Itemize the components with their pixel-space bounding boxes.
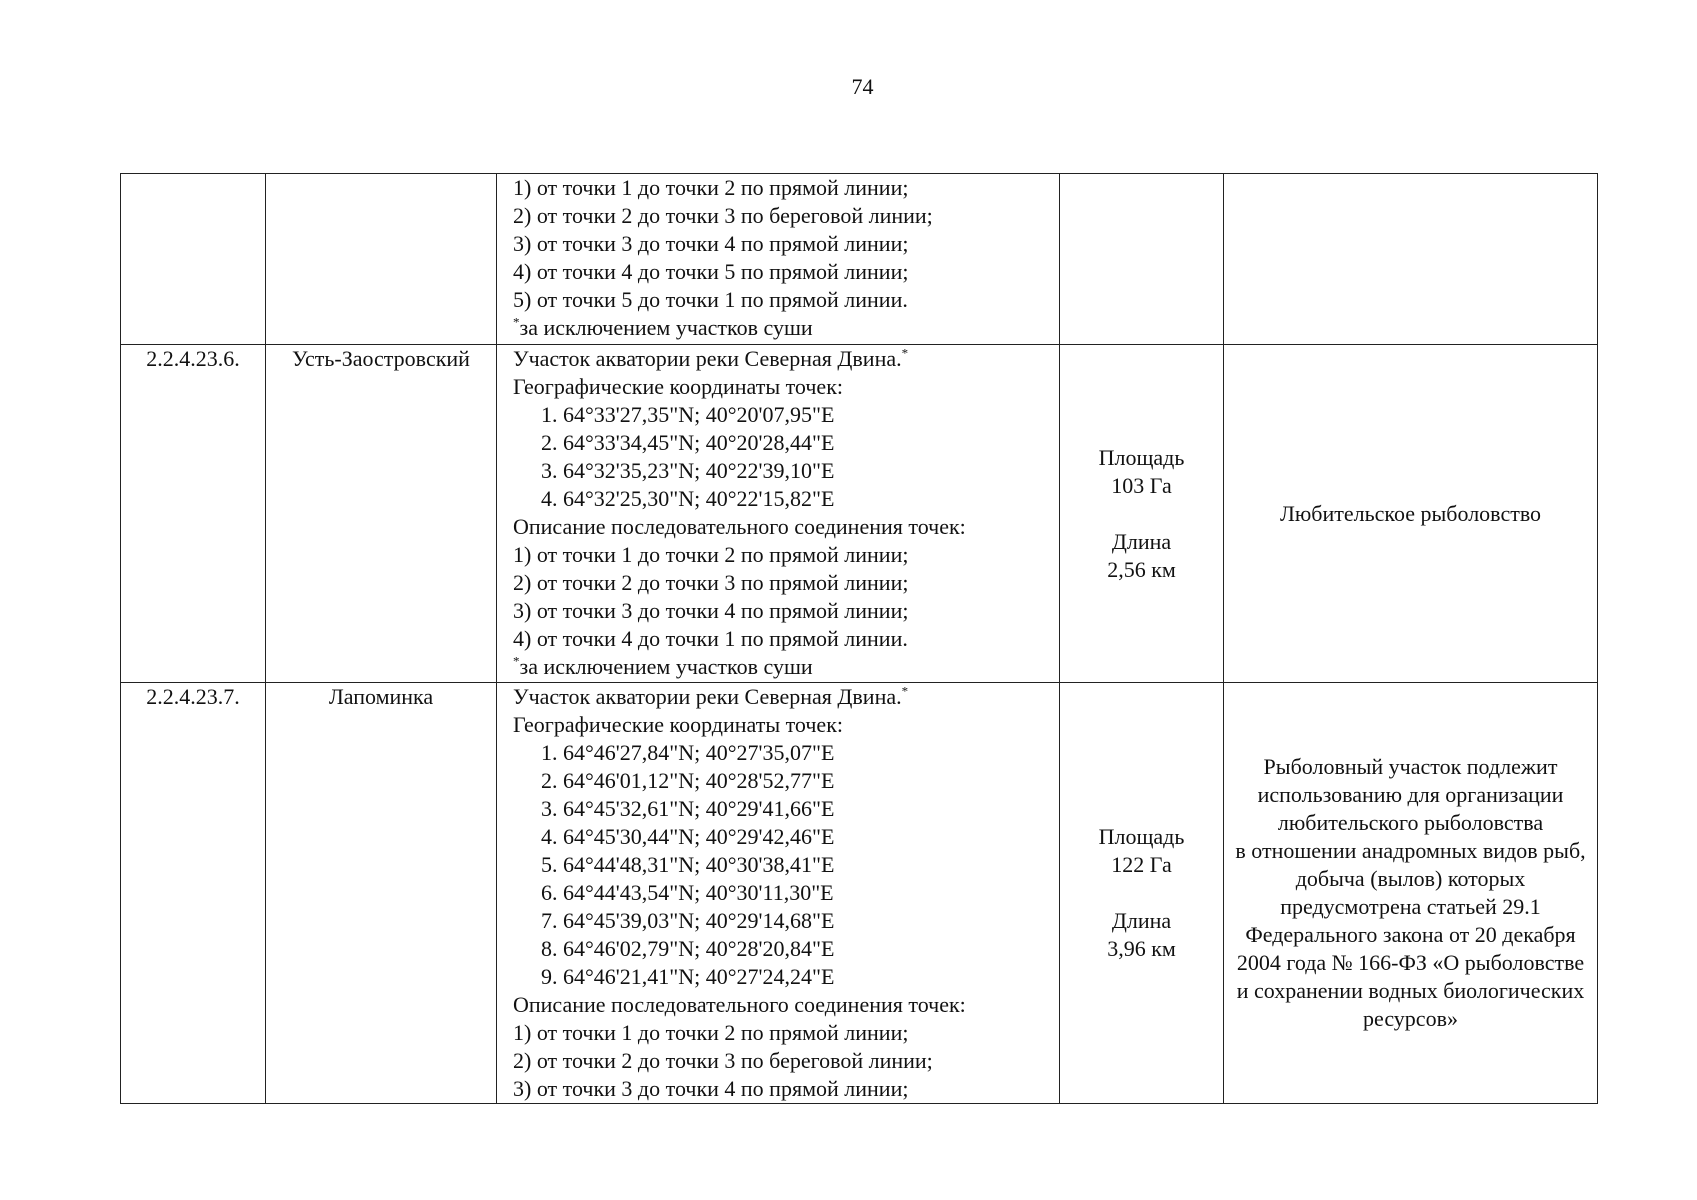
size-cell bbox=[1060, 174, 1224, 345]
footnote: *за исключением участков суши bbox=[513, 653, 813, 679]
usage-line: 2004 года № 166-ФЗ «О рыболовстве bbox=[1236, 950, 1585, 975]
connection-line: 4) от точки 4 до точки 1 по прямой линии. bbox=[513, 626, 908, 651]
usage-line: Рыболовный участок подлежит bbox=[1263, 754, 1558, 779]
coordinates-header: Географические координаты точек: bbox=[513, 374, 843, 399]
area-description-cell bbox=[497, 345, 1060, 683]
coordinate-point: 2. 64°46'01,12"N; 40°28'52,77"E bbox=[541, 768, 835, 793]
connections-header: Описание последовательного соединения точек: bbox=[513, 514, 966, 539]
length-value: 3,96 км bbox=[1107, 936, 1176, 961]
area-title: Участок акватории реки Северная Двина.* bbox=[513, 683, 909, 709]
usage-text: Любительское рыболовство bbox=[1279, 500, 1542, 526]
connection-line: 4) от точки 4 до точки 5 по прямой линии; bbox=[513, 259, 909, 284]
usage-line: предусмотрена статьей 29.1 bbox=[1280, 894, 1541, 919]
coordinate-point: 9. 64°46'21,41"N; 40°27'24,24"E bbox=[541, 964, 835, 989]
connection-line: 5) от точки 5 до точки 1 по прямой линии. bbox=[513, 287, 908, 312]
connections-header: Описание последовательного соединения точек: bbox=[513, 992, 966, 1017]
area-name-cell: Лапоминка bbox=[266, 683, 497, 1104]
coordinate-point: 1. 64°46'27,84"N; 40°27'35,07"E bbox=[541, 740, 835, 765]
usage-line: ресурсов» bbox=[1363, 1006, 1458, 1031]
usage-line: добыча (вылов) которых bbox=[1295, 866, 1526, 891]
footnote-mark: * bbox=[513, 653, 520, 669]
connection-line: 2) от точки 2 до точки 3 по береговой линии; bbox=[513, 203, 933, 228]
size-cell bbox=[1060, 683, 1224, 1104]
area-name-cell bbox=[266, 174, 497, 345]
table-row bbox=[121, 683, 1598, 1104]
connection-line: 1) от точки 1 до точки 2 по прямой линии; bbox=[513, 1020, 909, 1045]
connection-line: 2) от точки 2 до точки 3 по береговой линии; bbox=[513, 1048, 933, 1073]
connection-line: 1) от точки 1 до точки 2 по прямой линии; bbox=[513, 175, 909, 200]
footnote-mark: * bbox=[901, 345, 909, 361]
area-description-cell bbox=[497, 683, 1060, 1104]
coordinate-point: 4. 64°45'30,44"N; 40°29'42,46"E bbox=[541, 824, 835, 849]
row-number-cell bbox=[121, 174, 266, 345]
usage-cell bbox=[1224, 174, 1598, 345]
length-value: 2,56 км bbox=[1107, 556, 1176, 582]
coordinate-point: 6. 64°44'43,54"N; 40°30'11,30"E bbox=[541, 880, 834, 905]
usage-line: в отношении анадромных видов рыб, bbox=[1235, 838, 1586, 863]
footnote: *за исключением участков суши bbox=[513, 314, 813, 340]
area-label: Площадь bbox=[1098, 824, 1185, 849]
connection-line: 2) от точки 2 до точки 3 по прямой линии; bbox=[513, 570, 909, 595]
size-cell bbox=[1060, 345, 1224, 683]
row-number-cell: 2.2.4.23.7. bbox=[121, 683, 266, 1104]
coordinate-point: 4. 64°32'25,30"N; 40°22'15,82"E bbox=[541, 486, 835, 511]
coordinate-point: 7. 64°45'39,03"N; 40°29'14,68"E bbox=[541, 908, 835, 933]
usage-line: и сохранении водных биологических bbox=[1236, 978, 1585, 1003]
row-number-cell: 2.2.4.23.6. bbox=[121, 345, 266, 683]
footnote-mark: * bbox=[901, 683, 909, 699]
page-number: 74 bbox=[851, 74, 874, 99]
usage-cell bbox=[1224, 683, 1598, 1104]
coordinate-point: 2. 64°33'34,45"N; 40°20'28,44"E bbox=[541, 430, 835, 455]
coordinate-point: 3. 64°32'35,23"N; 40°22'39,10"E bbox=[541, 458, 835, 483]
connection-line: 3) от точки 3 до точки 4 по прямой линии; bbox=[513, 1076, 909, 1101]
coordinate-point: 8. 64°46'02,79"N; 40°28'20,84"E bbox=[541, 936, 835, 961]
connection-line: 3) от точки 3 до точки 4 по прямой линии; bbox=[513, 598, 909, 623]
fishing-areas-table bbox=[120, 173, 1598, 1104]
area-value: 103 Га bbox=[1111, 472, 1172, 498]
area-name-cell: Усть-Заостровский bbox=[266, 345, 497, 683]
area-value: 122 Га bbox=[1111, 852, 1172, 877]
coordinates-header: Географические координаты точек: bbox=[513, 712, 843, 737]
table-row bbox=[121, 345, 1598, 683]
usage-line: любительского рыболовства bbox=[1277, 810, 1544, 835]
length-label: Длина bbox=[1111, 908, 1172, 933]
table-row bbox=[121, 174, 1598, 345]
footnote-mark: * bbox=[513, 314, 520, 330]
usage-line: Федерального закона от 20 декабря bbox=[1245, 922, 1576, 947]
connection-line: 3) от точки 3 до точки 4 по прямой линии; bbox=[513, 231, 909, 256]
length-label: Длина bbox=[1111, 528, 1172, 554]
usage-cell bbox=[1224, 345, 1598, 683]
area-label: Площадь bbox=[1098, 444, 1185, 470]
area-title: Участок акватории реки Северная Двина.* bbox=[513, 345, 909, 371]
connection-line: 1) от точки 1 до точки 2 по прямой линии; bbox=[513, 542, 909, 567]
coordinate-point: 1. 64°33'27,35"N; 40°20'07,95"E bbox=[541, 402, 835, 427]
coordinate-point: 3. 64°45'32,61"N; 40°29'41,66"E bbox=[541, 796, 835, 821]
usage-line: использованию для организации bbox=[1257, 782, 1564, 807]
area-description-cell bbox=[497, 174, 1060, 345]
coordinate-point: 5. 64°44'48,31"N; 40°30'38,41"E bbox=[541, 852, 835, 877]
